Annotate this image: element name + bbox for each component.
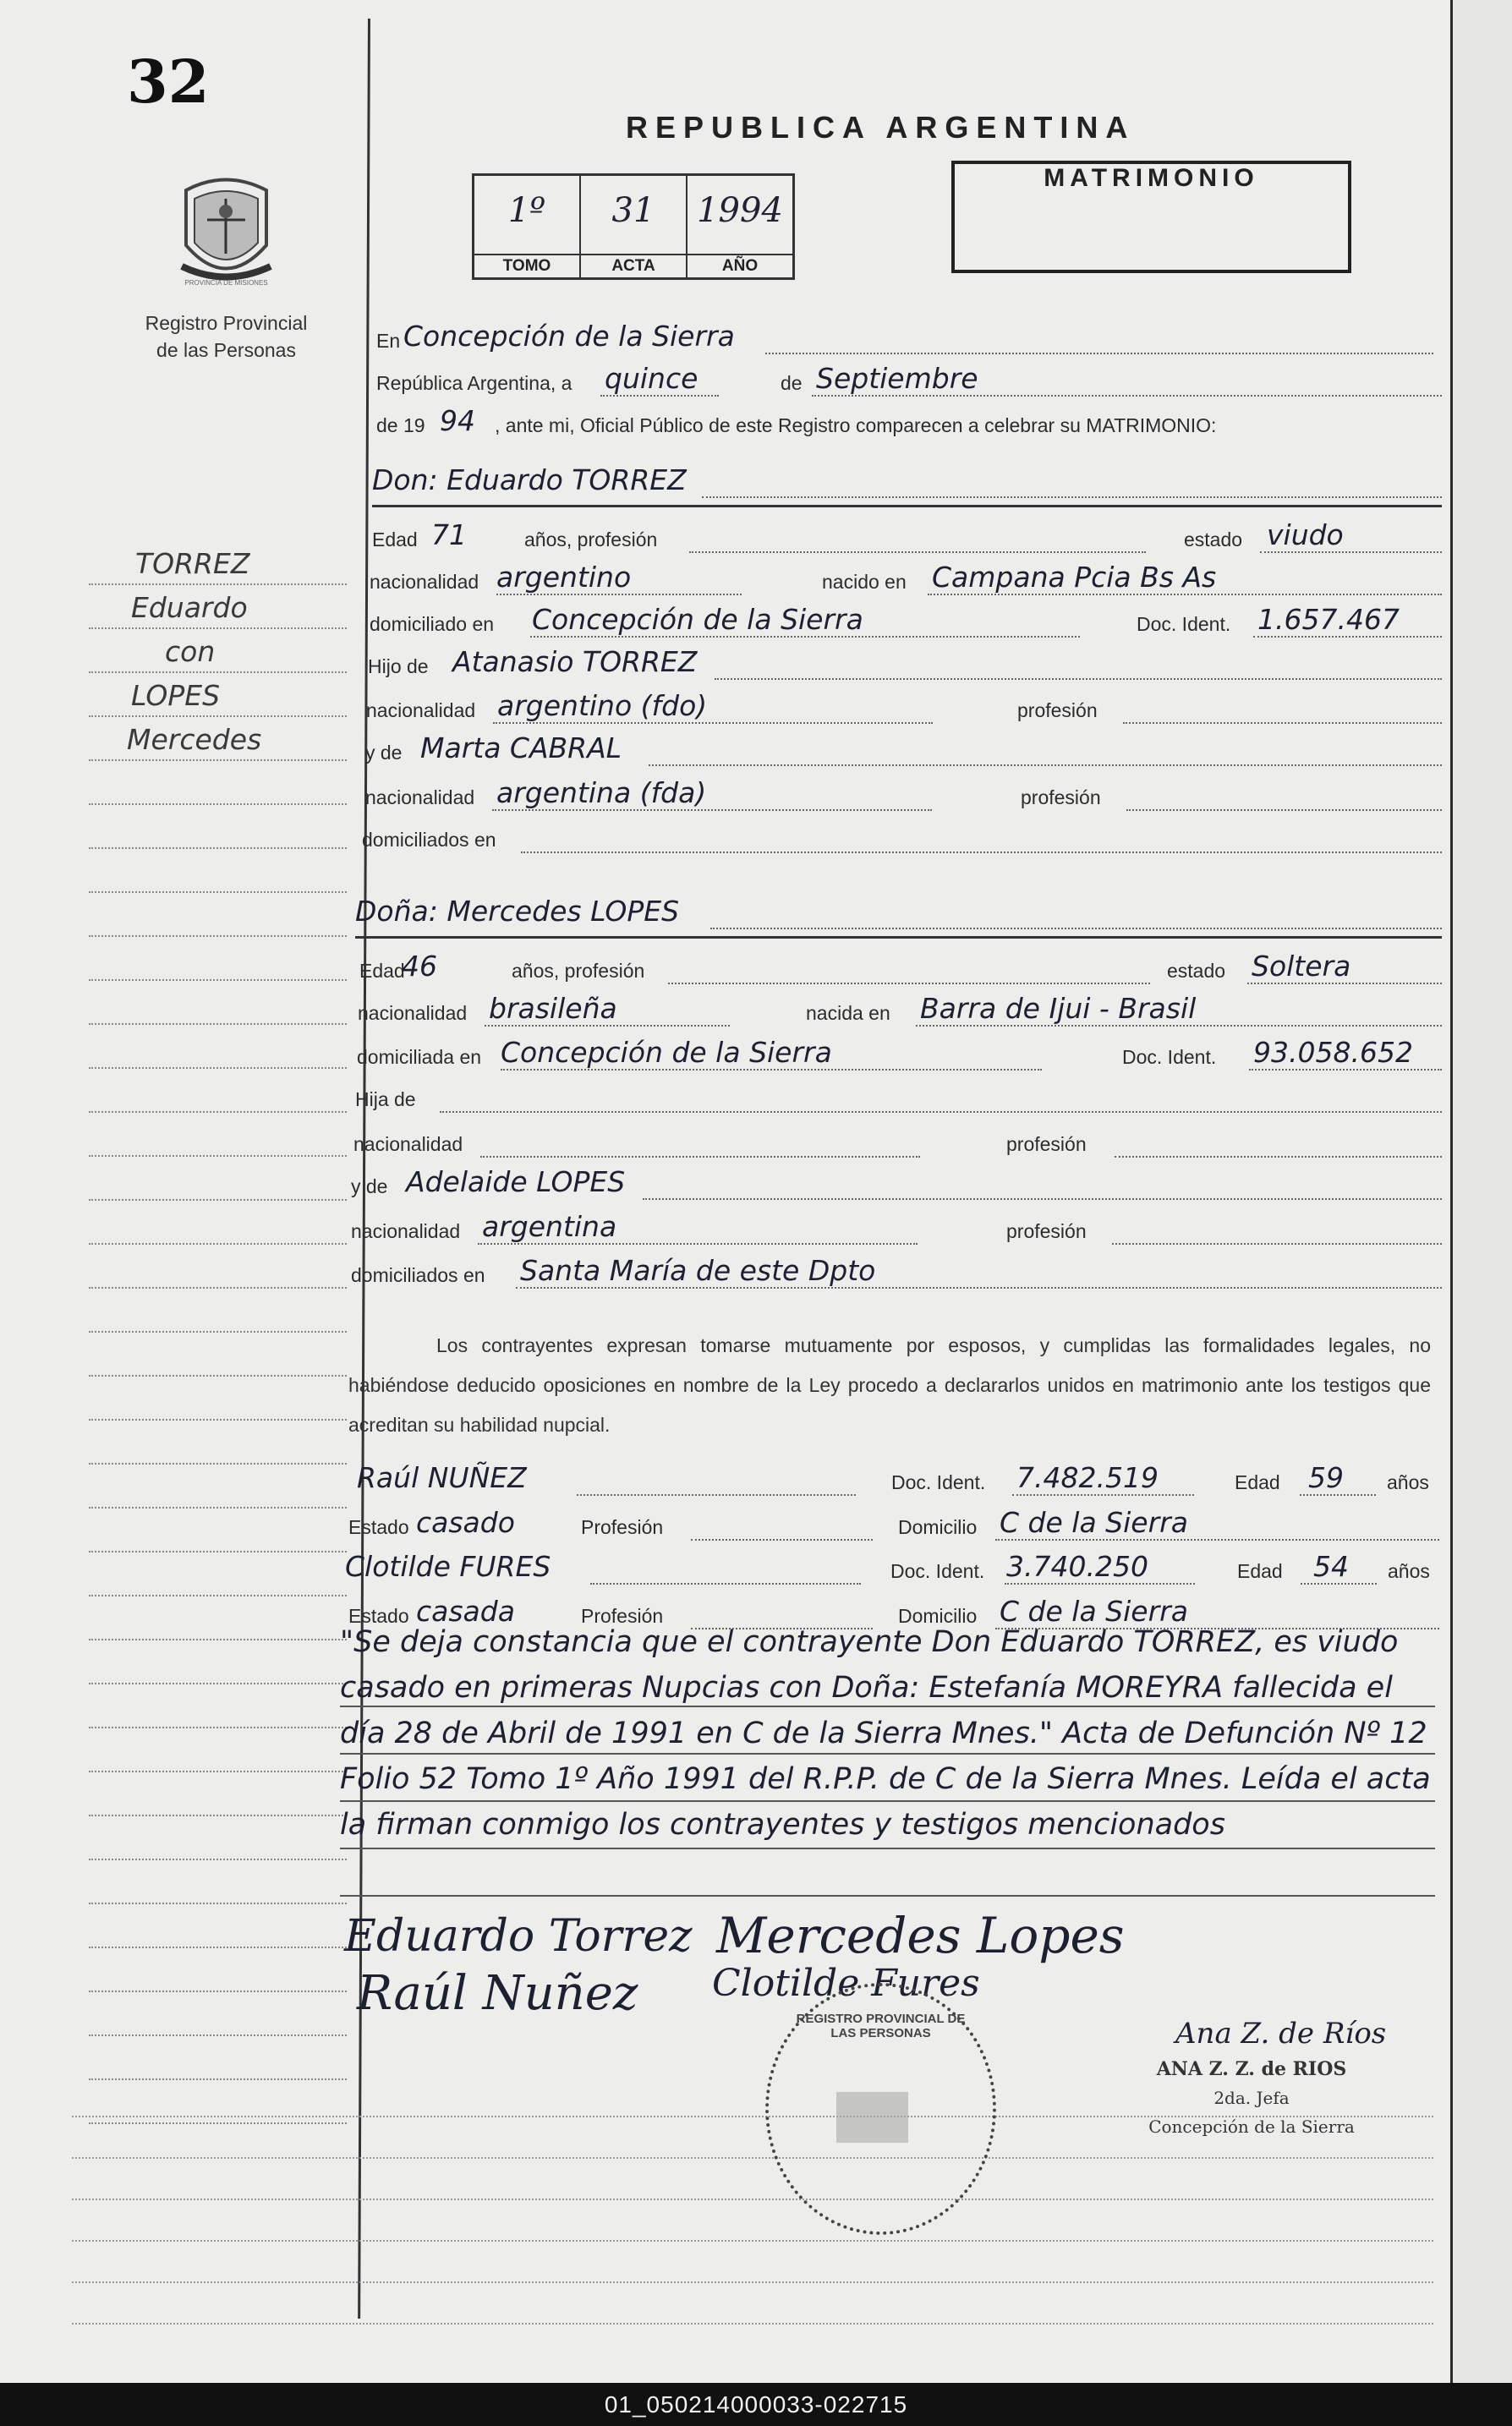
intro-place-row: En Concepción de la Sierra <box>376 317 1442 359</box>
bride-domicile-row: domiciliada en Concepción de la Sierra Doc. Ident. 93.058.652 <box>357 1033 1442 1076</box>
groom-father-nat-row: nacionalidad argentino (fdo) profesión <box>366 687 1442 729</box>
bride-father-nat-row: nacionalidad profesión <box>353 1120 1442 1163</box>
seal-text: PROVINCIA DE MISIONES <box>184 279 268 287</box>
bride-signature: Mercedes Lopes <box>716 1907 1125 1964</box>
groom-name-row <box>372 461 1442 503</box>
observations-text: "Se deja constancia que el contrayente Don Eduardo TORREZ, es viudo casado en primeras Nupcias con Doña: Estefanía MOREYRA fallecida el día 28 de Abril de 1991 en C de la Sierra Mnes." Acta de Defunción Nº 12 Folio 52 Tomo 1º Año 1991 del R.P.P. de C de la Sierra Mnes. Leída el acta la firman conmigo los contrayentes y testigos mencionados <box>340 1625 1431 1842</box>
tomo-cell: 1º TOMO <box>474 176 581 277</box>
section-rule <box>372 505 1442 507</box>
provincial-seal-icon <box>173 173 279 288</box>
doc-type-box: MATRIMONIO <box>951 161 1351 273</box>
registry-name: Registro Provincial de las Personas <box>145 312 308 361</box>
day-value: quince <box>605 362 698 395</box>
groom-domicile-row: domiciliado en Concepción de la Sierra Doc. Ident. 1.657.467 <box>370 600 1442 643</box>
bride-name: Doña: Mercedes LOPES <box>355 895 680 928</box>
register-box <box>472 173 795 280</box>
intro-date-row: República Argentina, a quince de Septiembre <box>376 359 1442 402</box>
margin-line: LOPES <box>131 679 221 712</box>
page-edge <box>1450 0 1512 2383</box>
bride-nationality-row: nacionalidad brasileña nacida en Barra de Ijui - Brasil <box>358 989 1442 1032</box>
anio-cell: 1994 AÑO <box>688 176 792 277</box>
groom-age-row: Edad 71 años, profesión estado viudo <box>372 516 1442 558</box>
groom-father-row: Hijo de Atanasio TORREZ <box>368 643 1442 685</box>
witness2-signature: Clotilde Fures <box>712 1962 980 2005</box>
bride-name-row <box>355 892 1442 934</box>
groom-name: Don: Eduardo TORREZ <box>372 463 687 496</box>
declaration-text: Los contrayentes expresan tomarse mutuamente por esposos, y cumplidas las formalidades legales, no habiéndose deducido oposiciones en nombre de la Ley procedo a declararlos unidos en matrimonio ante los testigos que acreditan su habilidad nupcial. <box>348 1334 1431 1436</box>
bride-parents-domicile-row: domiciliados en Santa María de este Dpto <box>351 1251 1442 1294</box>
witness1-row: Raúl NUÑEZ Doc. Ident. 7.482.519 Edad 59 años <box>357 1461 1429 1494</box>
groom-mother-row: y de Marta CABRAL <box>365 729 1442 771</box>
place-value: Concepción de la Sierra <box>403 320 735 353</box>
bride-mother-nat-row: nacionalidad argentina profesión <box>351 1208 1442 1250</box>
witness1-details-row: Estado casado Profesión Domicilio C de la Sierra <box>348 1503 1439 1546</box>
signatures <box>340 1886 1186 2038</box>
margin-line: con <box>165 635 216 668</box>
official-stamp <box>765 1983 996 2235</box>
witness2-details-row: Estado casada Profesión Domicilio C de la Sierra <box>348 1592 1439 1635</box>
groom-signature: Eduardo Torrez <box>344 1911 693 1962</box>
page-number: 32 <box>127 47 210 117</box>
footer-id: 01_050214000033-022715 <box>0 2383 1512 2426</box>
section-rule <box>355 936 1442 939</box>
witness2-row: Clotilde FURES Doc. Ident. 3.740.250 Edad 54 años <box>345 1550 1430 1583</box>
bride-mother-row: y de Adelaide LOPES <box>351 1163 1442 1205</box>
bride-age-row: Edad 46 años, profesión estado Soltera <box>359 947 1442 989</box>
document-title: REPUBLICA ARGENTINA <box>626 110 1136 145</box>
officer-signature: Ana Z. de Ríos <box>1175 2017 1387 2051</box>
stamp-text: REGISTRO PROVINCIAL DE LAS PERSONAS <box>796 2012 966 2040</box>
intro-year-row: de 19 94 , ante mi, Oficial Público de este Registro comparecen a celebrar su MATRIMONIO: <box>376 404 1217 437</box>
witness1-signature: Raúl Nuñez <box>357 1966 638 2021</box>
margin-line: Eduardo <box>131 591 248 624</box>
margin-line: TORREZ <box>135 547 250 580</box>
month-value: Septiembre <box>816 362 978 395</box>
groom-nationality-row: nacionalidad argentino nacido en Campana Pcia Bs As <box>370 558 1442 600</box>
groom-mother-nat-row: nacionalidad argentina (fda) profesión <box>365 774 1442 816</box>
year-value: 94 <box>440 404 475 437</box>
groom-parents-domicile-row: domiciliados en <box>362 816 1442 858</box>
margin-line: Mercedes <box>127 723 262 756</box>
officer-block: ANA Z. Z. de RIOS 2da. Jefa Concepción de la Sierra <box>1148 2058 1355 2137</box>
acta-cell: 31 ACTA <box>581 176 688 277</box>
margin-note <box>89 541 347 2124</box>
bride-father-row: Hija de <box>355 1076 1442 1118</box>
